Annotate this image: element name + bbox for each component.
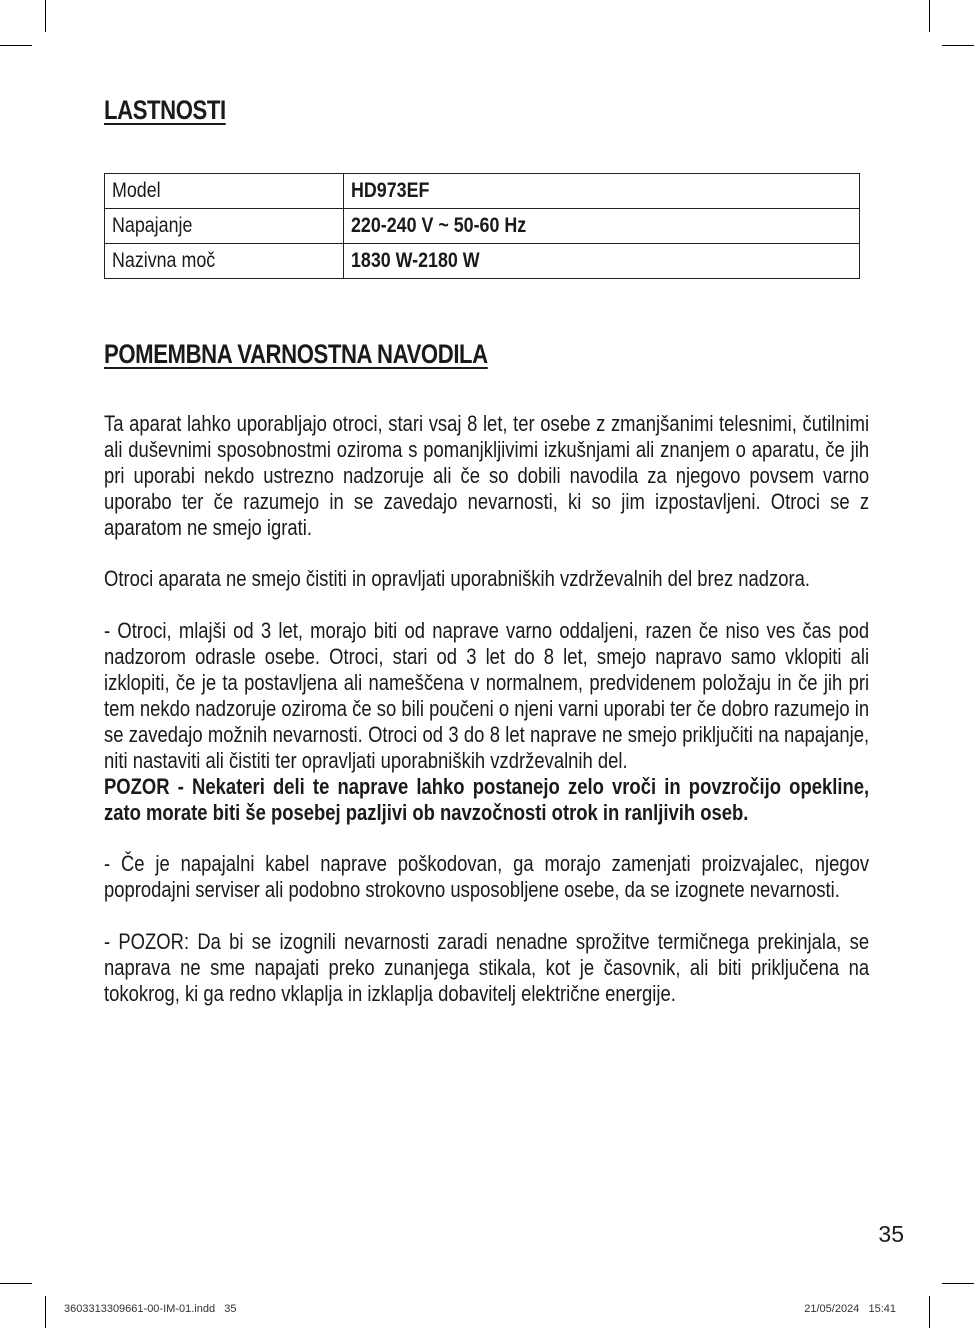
crop-mark [45, 1296, 46, 1328]
footer-date-info: 21/05/2024 15:41 [804, 1303, 896, 1315]
specs-heading: LASTNOSTI [104, 95, 226, 125]
safety-heading: POMEMBNA VARNOSTNA NAVODILA [104, 339, 488, 369]
footer-file-info: 3603313309661-00-IM-01.indd 35 [64, 1303, 237, 1315]
crop-mark [0, 45, 32, 46]
spec-value: 220-240 V ~ 50-60 Hz [351, 214, 527, 237]
spec-value: HD973EF [351, 179, 430, 202]
page-number: 35 [878, 1221, 904, 1247]
safety-text [104, 411, 869, 1007]
paragraph: - Če je napajalni kabel naprave poškodovan, ga morajo zamenjati proizvajalec, njegov poprodajni serviser ali podobno strokovno usposobljene osebe, da se izognete nevarnosti. [104, 851, 870, 903]
spec-value: 1830 W-2180 W [351, 249, 480, 272]
crop-mark [0, 1283, 32, 1284]
paragraph: - POZOR: Da bi se izognili nevarnosti zaradi nenadne sprožitve termičnega prekinjala, se naprava ne sme napajati preko zunanjega stikala, kot je časovnik, ali biti priključena na tokokrog, ki ga redno vklaplja in izklaplja dobavitelj električne energije. [104, 929, 870, 1006]
paragraph: Ta aparat lahko uporabljajo otroci, stari vsaj 8 let, ter osebe z zmanjšanimi telesnimi, čutilnimi ali duševnimi sposobnostmi oziroma s pomanjkljivimi izkušnjami ali znanjem o aparatu, če jih pri uporabi nekdo ustrezno nadzoruje ali če so dobili navodila za njegovo povsem varno uporabo ter če razumejo in se zavedajo nevarnosti, ki so jim izpostavljeni. Otroci se z aparatom ne smejo igrati. [104, 411, 870, 540]
specs-table [104, 173, 860, 279]
crop-mark [929, 1296, 930, 1328]
spec-label: Model [112, 179, 161, 202]
paragraph: - Otroci, mlajši od 3 let, morajo biti od naprave varno oddaljeni, razen če niso ves čas pod nadzorom odrasle osebe. Otroci, stari od 3 let do 8 let, smejo napravo samo vklopiti ali izklopiti, če je ta postavljena ali nameščena v normalnem, predvidenem položaju in če jih pri tem nekdo nadzoruje oziroma če so bili poučeni o njeni varni uporabi ter če dobro razumejo in se zavedajo možnih nevarnosti. Otroci od 3 do 8 let naprave ne smejo priključiti na napajanje, niti nastaviti ali čistiti ter opravljati uporabniških vzdrževalnih del. [104, 618, 870, 773]
warning-paragraph: POZOR - Nekateri deli te naprave lahko postanejo zelo vroči in povzročijo opekline, zato morate biti še posebej pazljivi ob navzočnosti otrok in ranljivih oseb. [104, 773, 870, 825]
crop-mark [45, 0, 46, 32]
table-row [105, 174, 860, 209]
paragraph: Otroci aparata ne smejo čistiti in opravljati uporabniških vzdrževalnih del brez nadzora. [104, 566, 811, 592]
spec-label: Nazivna moč [112, 249, 216, 272]
table-row [105, 244, 860, 279]
table-row [105, 209, 860, 244]
spec-label: Napajanje [112, 214, 193, 237]
crop-mark [942, 45, 974, 46]
crop-mark [942, 1283, 974, 1284]
crop-mark [929, 0, 930, 32]
